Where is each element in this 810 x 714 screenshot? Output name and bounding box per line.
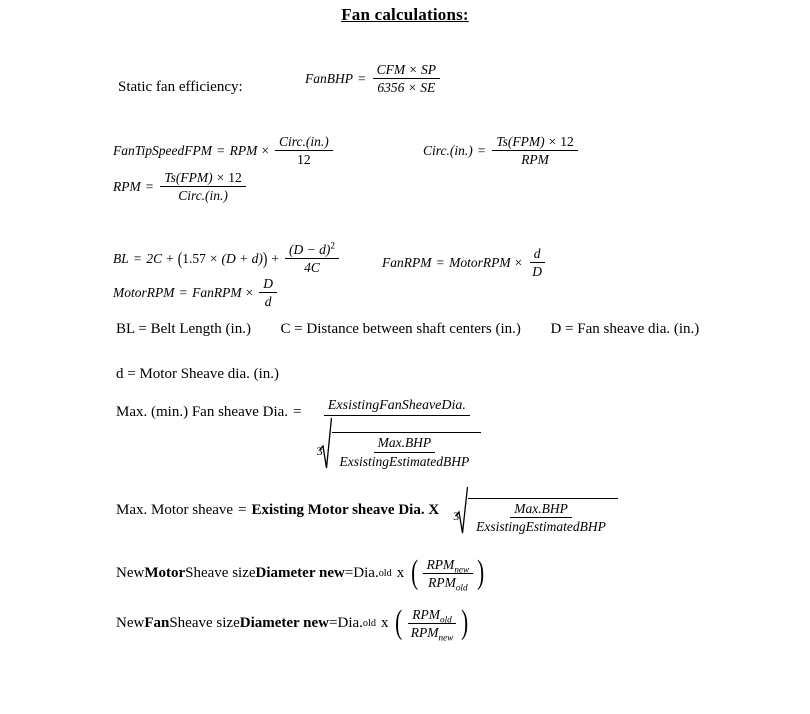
belt-length-term2-times: × [209, 250, 218, 266]
new-fan-bold-fan: Fan [144, 615, 170, 632]
new-fan-ratio-fraction [407, 607, 458, 643]
legend-bl: BL = Belt Length (in.) [116, 321, 251, 337]
rpm-lhs: RPM [113, 178, 141, 194]
max-fan-sheave-numerator: ExsistingFanSheaveDia. [324, 398, 470, 416]
fan-bhp-numerator: CFM × SP [373, 62, 440, 79]
max-motor-sheave-inner-numerator: Max.BHP [510, 501, 572, 518]
formula-motor-rpm [113, 276, 279, 309]
fan-bhp-lhs: FanBHP [305, 70, 353, 86]
formula-rpm [113, 170, 248, 203]
new-motor-middle: Sheave size [185, 565, 256, 582]
cube-root-radical-motor [449, 486, 618, 534]
radical-index-3-motor: 3 [453, 509, 460, 523]
belt-length-equals: = [133, 250, 142, 266]
fan-rpm-equals: = [436, 254, 445, 270]
fan-tip-speed-rpm: RPM [229, 142, 258, 158]
formula-fan-bhp [305, 62, 442, 95]
max-fan-sheave-inner-fraction [336, 435, 474, 468]
max-fan-sheave-inner-numerator: Max.BHP [374, 435, 436, 452]
new-fan-den-base: RPM [410, 625, 439, 641]
new-motor-bold-diameter: Diameter new [255, 565, 345, 582]
max-motor-sheave-equals: = [238, 501, 247, 518]
new-fan-paren-group [393, 604, 470, 643]
rpm-fraction [160, 170, 245, 203]
new-motor-num-base: RPM [426, 557, 455, 572]
max-motor-sheave-inner-denominator: ExsistingEstimatedBHP [476, 518, 606, 534]
belt-length-frac-denominator: 4C [304, 260, 320, 276]
legend-block [116, 320, 716, 339]
belt-length-fraction [285, 242, 339, 275]
new-motor-paren-open: ( [411, 554, 419, 592]
circ-numerator-a: Ts(FPM) [496, 134, 545, 149]
static-fan-efficiency-label: Static fan efficiency: [118, 79, 243, 95]
belt-length-coefficient: 1.57 [182, 250, 206, 266]
new-fan-ratio-denominator [407, 624, 458, 643]
circ-numerator-b: 12 [560, 134, 574, 149]
legend-d-small: d = Motor Sheave dia. (in.) [116, 366, 280, 382]
new-motor-ratio-numerator [423, 557, 474, 574]
fan-rpm-numerator: d [530, 246, 545, 263]
page-title: Fan calculations: [341, 5, 469, 24]
fan-tip-speed-denominator: 12 [297, 152, 311, 168]
formula-max-fan-sheave [116, 398, 487, 469]
fan-tip-speed-numerator: Circ.(in.) [275, 134, 333, 151]
belt-length-plus1: + [166, 250, 174, 266]
belt-length-term1: 2C [146, 250, 163, 266]
legend-c: C = Distance between shaft centers (in.) [280, 321, 521, 337]
motor-rpm-denominator: d [264, 294, 272, 310]
formula-fan-rpm [382, 246, 548, 279]
motor-rpm-fraction [259, 276, 277, 309]
new-motor-paren-close: ) [477, 554, 485, 592]
motor-rpm-lhs: MotorRPM [113, 284, 175, 300]
new-motor-num-sub: new [454, 564, 470, 575]
circ-numerator [492, 134, 577, 151]
belt-length-paren-close: ) [262, 247, 268, 269]
new-motor-ratio-fraction [423, 557, 474, 593]
new-fan-dia: Dia. [337, 615, 363, 632]
fan-tip-speed-lhs: FanTipSpeedFPM [113, 142, 212, 158]
rpm-denominator: Circ.(in.) [178, 188, 228, 204]
rpm-numerator-a: Ts(FPM) [164, 170, 213, 185]
fan-tip-speed-equals: = [216, 142, 225, 158]
fan-rpm-times: × [514, 254, 523, 270]
belt-length-paren-open: ( [177, 247, 183, 269]
new-motor-dia: Dia. [353, 565, 379, 582]
motor-rpm-equals: = [179, 284, 188, 300]
formula-new-fan-sheave: New Fan Sheave size Diameter new = Dia. old x ( $\frac{RPM_{old}}{RPM_{new}}$ ) [116, 607, 471, 640]
circ-fraction [492, 134, 577, 167]
rpm-numerator-b: 12 [228, 170, 242, 185]
new-fan-times: x [380, 615, 389, 632]
new-fan-prefix: New [116, 615, 145, 632]
new-motor-den-base: RPM [428, 575, 456, 591]
formula-circumference [423, 134, 580, 167]
new-motor-prefix: New [116, 565, 145, 582]
formula-belt-length [113, 242, 341, 275]
fan-tip-speed-times: × [261, 142, 269, 158]
belt-length-frac-num-exponent: 2 [330, 240, 335, 251]
new-fan-num-base: RPM [412, 607, 441, 622]
circ-lhs: Circ.(in.) [423, 142, 473, 158]
new-fan-den-sub: new [438, 632, 454, 643]
formula-fan-tip-speed [113, 134, 335, 167]
radical-sign [316, 417, 332, 469]
belt-length-frac-num-base: (D − d) [289, 242, 331, 257]
fan-tip-speed-fraction [275, 134, 333, 167]
belt-length-term2-b: (D + d) [221, 250, 263, 266]
motor-rpm-numerator: D [259, 276, 277, 293]
formula-new-motor-sheave: New Motor Sheave size Diameter new = Dia. old x ( $\frac{RPM_{new}}{RPM_{old}}$ ) [116, 557, 486, 590]
max-fan-sheave-equals: = [293, 404, 302, 420]
fan-rpm-denominator: D [532, 264, 542, 280]
fan-bhp-denominator: 6356 × SE [377, 80, 436, 96]
formula-max-motor-sheave [116, 486, 618, 534]
max-motor-sheave-label: Max. Motor sheave [116, 501, 234, 518]
new-motor-den-sub: old [455, 582, 468, 593]
fan-rpm-rhs-var: MotorRPM [449, 254, 511, 270]
cube-root-radical [313, 417, 482, 469]
radical-content [332, 432, 482, 468]
fan-rpm-fraction [528, 246, 546, 279]
rpm-numerator [160, 170, 245, 187]
radical-index-3: 3 [316, 444, 323, 459]
legend-d: D = Fan sheave dia. (in.) [550, 321, 700, 337]
max-motor-sheave-inner-fraction [472, 501, 610, 534]
max-fan-sheave-label: Max. (min.) Fan sheave Dia. [116, 404, 289, 420]
new-motor-equals: = [344, 565, 354, 582]
new-motor-ratio-denominator [424, 574, 471, 593]
new-fan-ratio-numerator [408, 607, 455, 624]
circ-denominator: RPM [521, 152, 549, 168]
new-fan-paren-close: ) [461, 604, 469, 642]
new-fan-paren-open: ( [395, 604, 403, 642]
max-fan-sheave-denominator [309, 416, 486, 469]
motor-rpm-rhs-var: FanRPM [192, 284, 242, 300]
max-motor-sheave-bold-text: Existing Motor sheave Dia. X [251, 501, 440, 518]
new-motor-times: x [396, 565, 405, 582]
rpm-equals: = [145, 178, 154, 194]
radical-sign-motor [455, 486, 468, 534]
radical-content-motor [468, 498, 618, 534]
new-fan-num-sub: old [440, 614, 452, 625]
rpm-numerator-times: × [216, 170, 225, 185]
fan-rpm-lhs: FanRPM [382, 254, 432, 270]
new-fan-bold-diameter: Diameter new [239, 615, 330, 632]
belt-length-plus2: + [271, 250, 280, 266]
new-motor-bold-motor: Motor [144, 565, 186, 582]
fan-bhp-fraction [373, 62, 440, 95]
new-motor-paren-group [409, 554, 486, 593]
new-fan-equals: = [329, 615, 338, 632]
belt-length-frac-numerator [285, 242, 339, 259]
motor-rpm-times: × [245, 284, 254, 300]
max-fan-sheave-inner-denominator: ExsistingEstimatedBHP [339, 453, 470, 469]
belt-length-lhs: BL [113, 250, 129, 266]
new-fan-middle: Sheave size [169, 615, 240, 632]
circ-equals: = [477, 142, 486, 158]
circ-numerator-times: × [548, 134, 557, 149]
max-fan-sheave-fraction [309, 398, 486, 469]
fan-bhp-equals: = [358, 70, 366, 86]
